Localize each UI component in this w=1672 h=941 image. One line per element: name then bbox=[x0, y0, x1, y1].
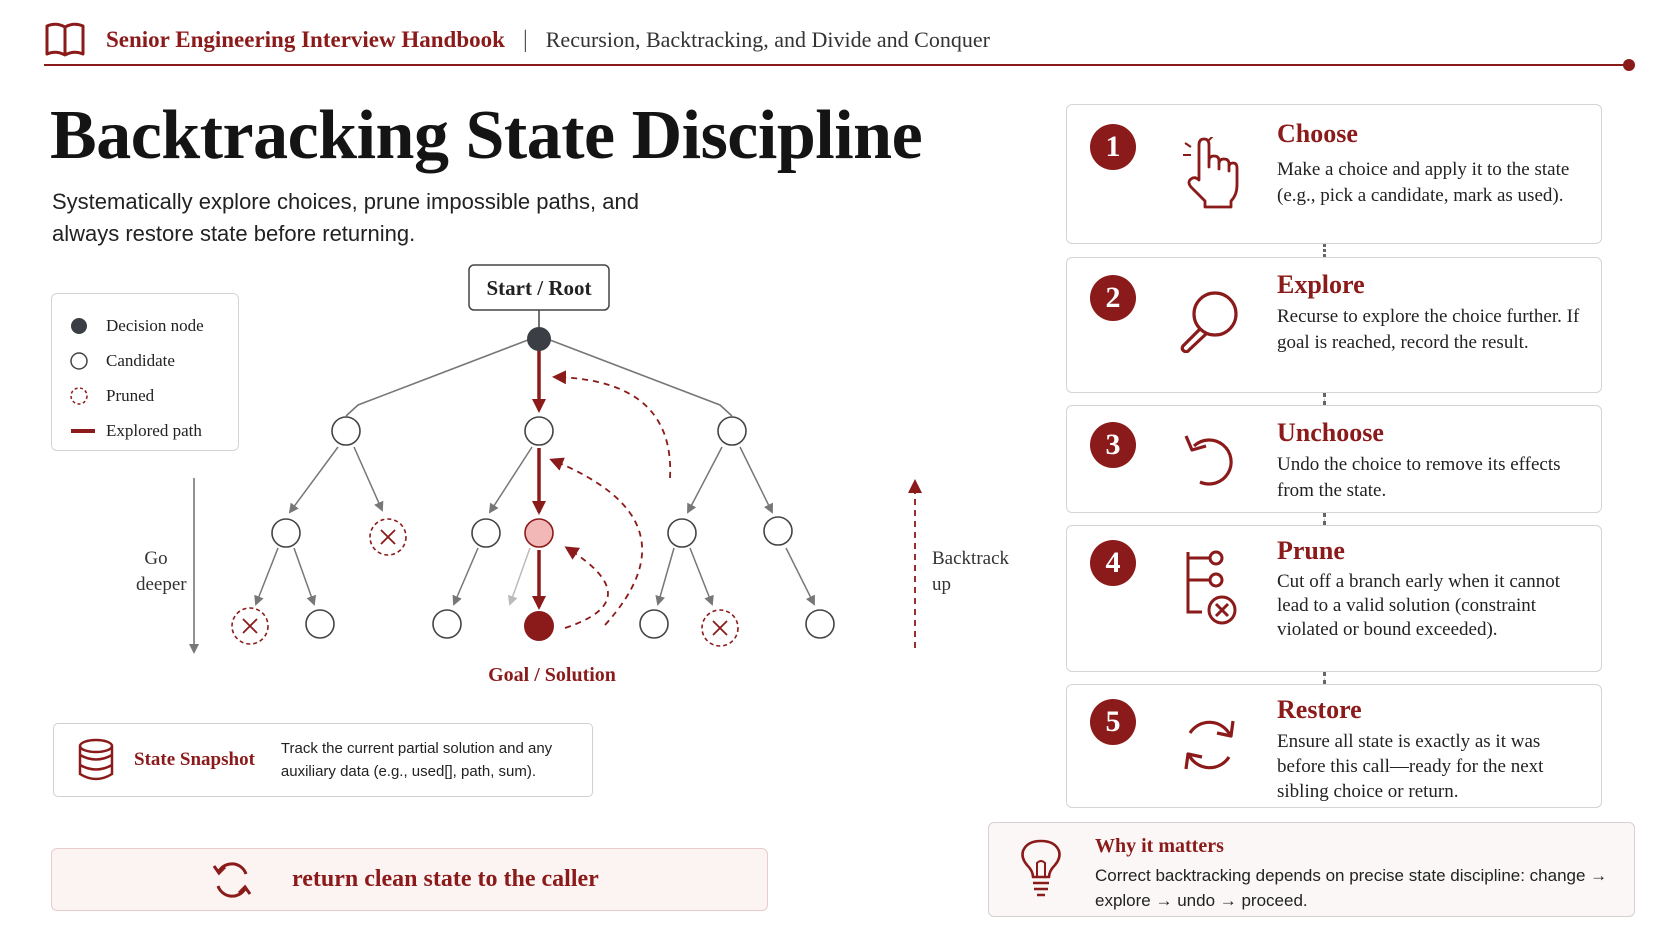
return-state-banner bbox=[51, 848, 768, 911]
header-separator: | bbox=[522, 26, 528, 53]
step-title: Choose bbox=[1277, 119, 1358, 148]
legend-label: Pruned bbox=[106, 385, 155, 405]
step-number-badge: 2 bbox=[1090, 275, 1136, 321]
edge-bb-bba bbox=[510, 548, 530, 604]
chapter-title: Recursion, Backtracking, and Divide and Conquer bbox=[545, 27, 990, 52]
step-connector bbox=[1323, 513, 1326, 525]
refresh-icon bbox=[210, 858, 254, 902]
candidate-node bbox=[472, 519, 500, 547]
candidate-node bbox=[764, 517, 792, 545]
step-restore bbox=[1066, 684, 1602, 808]
undo-icon bbox=[1180, 430, 1240, 490]
edge-ca-caa bbox=[658, 548, 674, 604]
edge-ba-baa bbox=[454, 548, 478, 604]
edge-root-left bbox=[346, 340, 528, 416]
goal-node bbox=[524, 611, 554, 641]
candidate-node bbox=[433, 610, 461, 638]
step-title: Prune bbox=[1277, 536, 1345, 565]
candidate-node bbox=[640, 610, 668, 638]
step-number-badge: 1 bbox=[1090, 124, 1136, 170]
candidate-node bbox=[306, 610, 334, 638]
database-icon bbox=[76, 738, 116, 782]
return-state-text: return clean state to the caller bbox=[292, 866, 599, 892]
why-description: Correct backtracking depends on precise state discipline: change → explore → undo → proceed. bbox=[1095, 866, 1608, 910]
header-rule-dot bbox=[1623, 59, 1635, 71]
edge-c-ca bbox=[688, 447, 722, 512]
edge-aa-aab bbox=[294, 548, 314, 604]
step-choose bbox=[1066, 104, 1602, 244]
edge-a-ab bbox=[354, 447, 382, 510]
snapshot-title: State Snapshot bbox=[134, 749, 255, 770]
go-deeper-label: Go deeper bbox=[136, 548, 187, 595]
candidate-node bbox=[668, 519, 696, 547]
step-description: Cut off a branch early when it cannot lead to a valid solution (constraint violated or bound exceeded). bbox=[1277, 571, 1560, 640]
edge-aa-aaa bbox=[256, 548, 278, 604]
step-explore bbox=[1066, 257, 1602, 393]
refresh-icon bbox=[1178, 713, 1242, 777]
step-description: Recurse to explore the choice further. If goal is reached, record the result. bbox=[1277, 306, 1580, 353]
why-it-matters-card bbox=[988, 822, 1635, 917]
edge-a-aa bbox=[290, 447, 338, 512]
page-subtitle: Systematically explore choices, prune impossible paths, and always restore state before returning. bbox=[52, 189, 639, 246]
edge-ca-cab bbox=[690, 548, 712, 604]
snapshot-description: Track the current partial solution and any auxiliary data (e.g., used[], path, sum). bbox=[280, 740, 553, 780]
state-snapshot-card bbox=[53, 723, 593, 797]
edge-cb-cba bbox=[786, 548, 814, 604]
candidate-node bbox=[806, 610, 834, 638]
step-prune bbox=[1066, 525, 1602, 672]
step-connector bbox=[1323, 393, 1326, 405]
candidate-node bbox=[332, 417, 360, 445]
candidate-node bbox=[272, 519, 300, 547]
root-node bbox=[527, 327, 551, 351]
prune-icon bbox=[1180, 548, 1240, 628]
edge-root-right bbox=[550, 340, 732, 416]
step-connector bbox=[1323, 672, 1326, 684]
step-connector bbox=[1323, 244, 1326, 257]
step-title: Unchoose bbox=[1277, 418, 1384, 447]
step-description: Ensure all state is exactly as it was before this call—ready for the next sibling choice or return. bbox=[1277, 731, 1544, 802]
step-title: Restore bbox=[1277, 695, 1362, 724]
edge-b-ba bbox=[490, 447, 532, 512]
current-node bbox=[525, 519, 553, 547]
root-label: Start / Root bbox=[486, 276, 592, 300]
goal-label: Goal / Solution bbox=[488, 664, 616, 686]
backtrack-arc-outer bbox=[555, 377, 670, 478]
step-number-badge: 4 bbox=[1090, 540, 1136, 586]
legend-label: Decision node bbox=[106, 315, 204, 335]
step-description: Undo the choice to remove its effects from the state. bbox=[1277, 454, 1561, 501]
handbook-title: Senior Engineering Interview Handbook bbox=[106, 27, 505, 52]
legend-label: Candidate bbox=[106, 350, 175, 370]
step-description: Make a choice and apply it to the state (e.g., pick a candidate, mark as used). bbox=[1277, 159, 1570, 206]
step-number-badge: 3 bbox=[1090, 422, 1136, 468]
page-title: Backtracking State Discipline bbox=[50, 97, 923, 174]
backtrack-up-label: Backtrack up bbox=[932, 548, 1010, 595]
backtrack-arc-middle bbox=[552, 460, 642, 625]
search-icon bbox=[1177, 287, 1243, 353]
step-unchoose bbox=[1066, 405, 1602, 513]
legend-label: Explored path bbox=[106, 420, 202, 440]
lightbulb-icon bbox=[1019, 839, 1063, 897]
step-title: Explore bbox=[1277, 270, 1365, 299]
candidate-node bbox=[718, 417, 746, 445]
candidate-node bbox=[525, 417, 553, 445]
why-title: Why it matters bbox=[1095, 835, 1224, 857]
step-number-badge: 5 bbox=[1090, 699, 1136, 745]
hand-pointer-icon bbox=[1179, 137, 1241, 209]
backtrack-arc-inner bbox=[565, 548, 608, 628]
edge-c-cb bbox=[740, 447, 772, 512]
